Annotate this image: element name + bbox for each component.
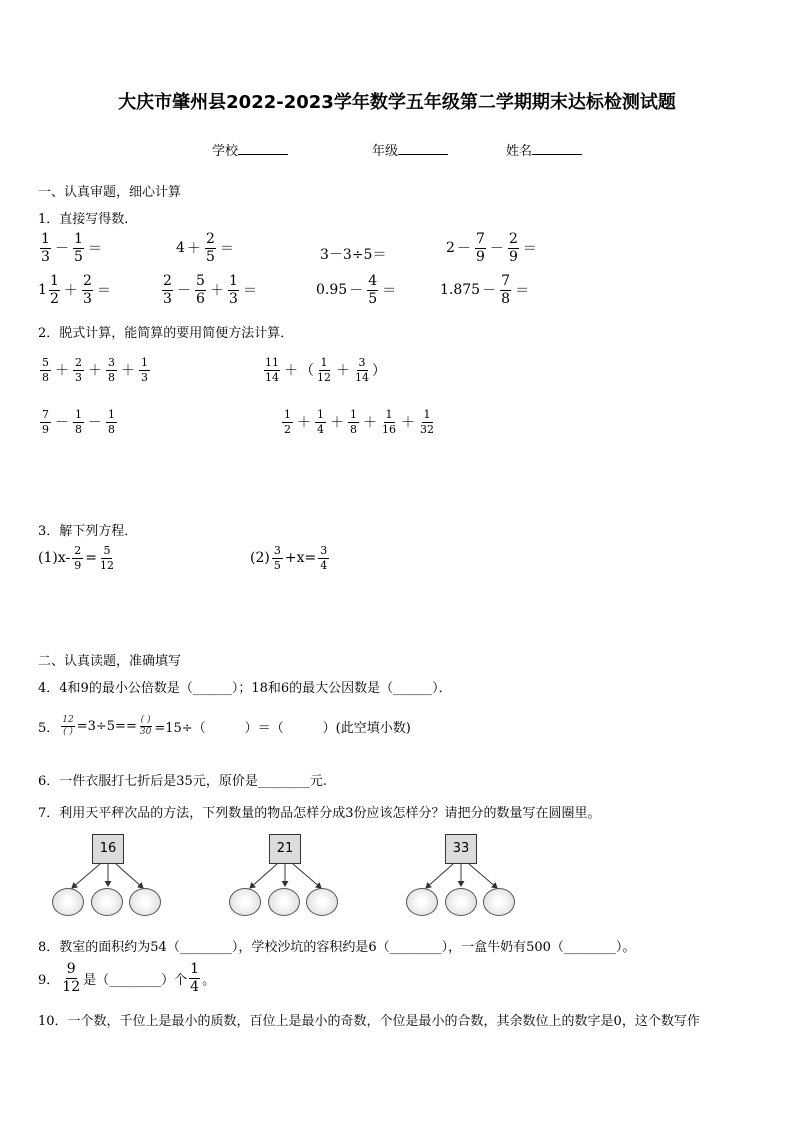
q1-expr-1: $\frac{1}{3}$ － $\frac{1}{5}$ ＝ (41, 231, 102, 265)
q9-text: 9． $\frac{9}{12}$ 是（________）个 $\frac{1}{4}$ 。 (38, 961, 216, 995)
grade-label: 年级 (372, 144, 399, 159)
section2-heading: 二、认真读题，准确填写 (38, 654, 182, 669)
q1-expr-6: $\frac{2}{3}$ － $\frac{5}{6}$ ＋ $\frac{1}{3}$ ＝ (163, 273, 257, 307)
school-label: 学校 (212, 144, 239, 159)
q2-expr-3: $\frac{7}{9}$ － $\frac{1}{8}$ － $\frac{1}{8}$ (42, 408, 115, 436)
q1-expr-8: 1.875 － $\frac{7}{8}$ ＝ (440, 273, 530, 307)
q3-label: 3．解下列方程． (38, 524, 138, 539)
q1-expr-3: 3－3÷5＝ (320, 247, 387, 263)
q7-box-1: 16 (92, 834, 124, 864)
q7-box-2: 21 (269, 834, 301, 864)
q7-circle[interactable] (268, 888, 300, 916)
q1-expr-4: 2 － $\frac{7}{9}$ － $\frac{2}{9}$ ＝ (446, 231, 537, 265)
q2-expr-2: $\frac{11}{14}$ ＋ （ $\frac{1}{12}$ ＋ $\frac{3}{14}$ ） (265, 356, 386, 384)
q6-text: 6．一件衣服打七折后是35元，原价是________元. (38, 774, 327, 789)
q7-circle[interactable] (445, 888, 477, 916)
q1-expr-7: 0.95 － $\frac{4}{5}$ ＝ (316, 273, 397, 307)
q7-circle[interactable] (406, 888, 438, 916)
q2-label: 2．脱式计算，能简算的要用简便方法计算． (38, 326, 294, 341)
q7-circle[interactable] (52, 888, 84, 916)
q7-label: 7．利用天平秤次品的方法，下列数量的物品怎样分成3份应该怎样分？请把分的数量写在圆圈里。 (38, 806, 601, 821)
q1-expr-5: 1 $\frac{1}{2}$ ＋ $\frac{2}{3}$ ＝ (38, 273, 111, 307)
q2-expr-4: $\frac{1}{2}$ ＋ $\frac{1}{4}$ ＋ $\frac{1}{8}$ ＋ $\frac{1}{16}$ ＋ $\frac{1}{32}$ (284, 408, 434, 436)
q7-circle[interactable] (91, 888, 123, 916)
q7-circle[interactable] (483, 888, 515, 916)
page-title: 大庆市肇州县2022-2023学年数学五年级第二学期期末达标检测试题 (118, 92, 676, 113)
q3-equation-1: (1)x- $\frac{2}{9}$ = $\frac{5}{12}$ (38, 544, 114, 572)
q1-label: 1．直接写得数． (38, 212, 138, 227)
q2-expr-1: $\frac{5}{8}$ ＋ $\frac{2}{3}$ ＋ $\frac{3}{8}$ ＋ $\frac{1}{3}$ (42, 356, 148, 384)
q7-circle[interactable] (306, 888, 338, 916)
q8-text: 8．教室的面积约为54（________），学校沙坑的容积约是6（________），一盒牛奶有500（________）。 (38, 940, 636, 955)
q7-circle[interactable] (129, 888, 161, 916)
q7-circle[interactable] (229, 888, 261, 916)
q5-text: 5． $\frac{12}{( )}$ =3÷5== $\frac{( )}{30}$ =15÷（ ）＝（ ）(此空填小数) (38, 715, 411, 738)
q10-text: 10．一个数，千位上是最小的质数，百位上是最小的奇数，个位是最小的合数，其余数位上的数字是0，这个数写作 (38, 1014, 700, 1029)
name-label: 姓名 (506, 144, 533, 159)
q7-box-3: 33 (445, 834, 477, 864)
q1-expr-2: 4 ＋ $\frac{2}{5}$ ＝ (176, 231, 234, 265)
section1-heading: 一、认真审题，细心计算 (38, 185, 182, 200)
q3-equation-2: (2) $\frac{3}{5}$ +x= $\frac{3}{4}$ (250, 544, 328, 572)
q4-text: 4．4和9的最小公倍数是（______）；18和6的最大公因数是（______）． (38, 681, 452, 696)
